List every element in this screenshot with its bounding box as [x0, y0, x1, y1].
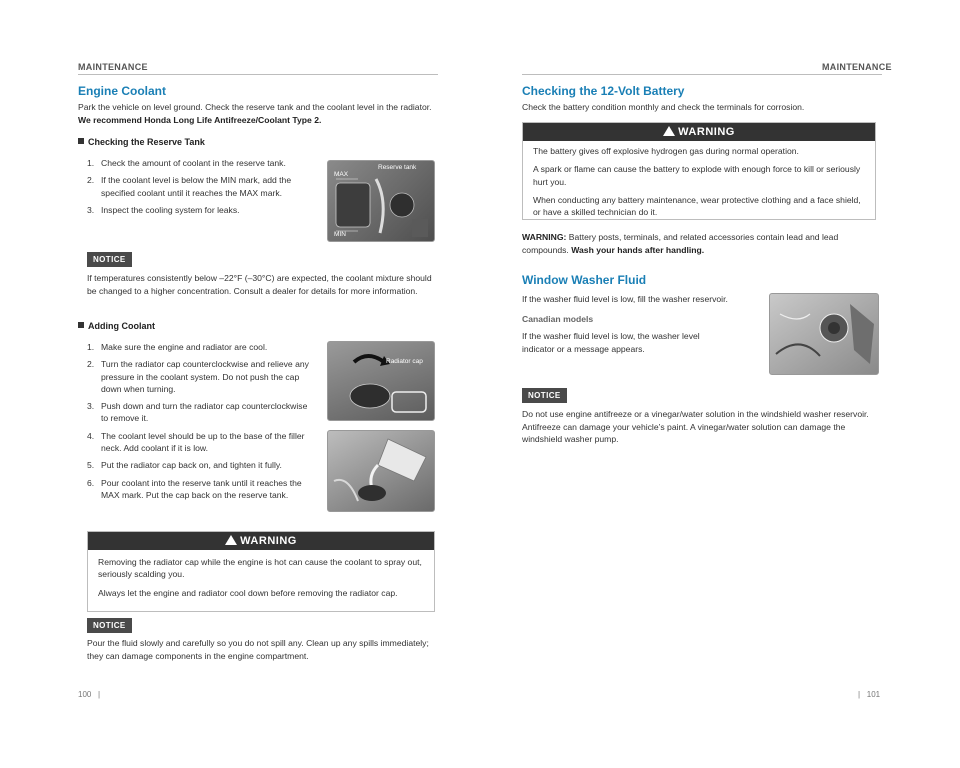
- list-item: 2. If the coolant level is below the MIN mark, add the specified coolant until it reaches the MAX mark.: [87, 175, 292, 198]
- min-mark-callout: MIN: [334, 231, 346, 238]
- radiator-cap-drawing: [328, 342, 434, 420]
- list-item: 3. Push down and turn the radiator cap counterclockwise to remove it.: [87, 401, 308, 424]
- right-running-header: MAINTENANCE: [822, 62, 892, 72]
- warning-triangle-icon: [663, 126, 675, 136]
- notice-washer-text: Do not use engine antifreeze or a vinegar/water solution in the windshield washer reservoir. Antifreeze can damage your vehicle’s paint. A vinegar/water solution can damage the windshield washer pump.: [522, 409, 869, 444]
- pouring-coolant-illustration: [327, 430, 435, 512]
- battery-warning-box: [522, 122, 876, 220]
- list-item: 4. The coolant level should be up to the base of the filler neck. Add coolant if it is low.: [87, 430, 305, 454]
- reserve-tank-illustration: [327, 160, 435, 242]
- left-running-header: MAINTENANCE: [78, 62, 148, 72]
- max-mark-callout: MAX: [334, 171, 349, 178]
- lead-warning-note: WARNING: Battery posts, terminals, and related accessories contain lead and lead compounds. Wash your hands after handling.: [522, 232, 839, 255]
- washer-reservoir-illustration: [769, 293, 879, 375]
- notice-temperature-text: If temperatures consistently below –22°F (–30°C) are expected, the coolant mixture should be changed to a higher concentration. Consult a dealer for details for more information.: [87, 273, 432, 296]
- right-page-number: | 101: [858, 690, 881, 699]
- list-item: 2. Turn the radiator cap counterclockwise and relieve any pressure in the coolant system. Do not push the cap down when turning.: [87, 359, 309, 394]
- left-page-number: 100 |: [78, 690, 101, 699]
- reserve-tank-callout: Reserve tank: [378, 164, 417, 171]
- canadian-models-label: Canadian models: [522, 314, 594, 324]
- washer-indicator-text: If the washer fluid level is low, the washer level indicator or a message appears.: [522, 331, 700, 354]
- notice-spill-text: Pour the fluid slowly and carefully so you do not spill any. Clean up any spills immediately; they can damage components in the engine compartment.: [87, 638, 429, 661]
- engine-coolant-title: Engine Coolant: [78, 84, 166, 98]
- washer-fluid-title: Window Washer Fluid: [522, 273, 647, 287]
- list-item: 1. Make sure the engine and radiator are cool.: [87, 342, 268, 352]
- adding-coolant-heading: Adding Coolant: [78, 321, 155, 331]
- engine-coolant-intro: Park the vehicle on level ground. Check the reserve tank and the coolant level in the radiator. We recommend Honda Long Life Antifreeze/Coolant Type 2.: [78, 102, 432, 125]
- radiator-cap-illustration: [327, 341, 435, 421]
- battery-intro: Check the battery condition monthly and check the terminals for corrosion.: [522, 102, 805, 112]
- pouring-coolant-drawing: [328, 431, 434, 511]
- list-item: 1. Check the amount of coolant in the reserve tank.: [87, 158, 286, 168]
- list-item: 5. Put the radiator cap back on, and tighten it fully.: [87, 460, 282, 471]
- warning-triangle-icon: [225, 535, 237, 545]
- bullet-square-icon: [78, 138, 84, 144]
- warning-text: When conducting any battery maintenance, wear protective clothing and a face shield, or have a skilled technician do it.: [533, 194, 861, 218]
- warning-text: Removing the radiator cap while the engine is hot can cause the coolant to spray out, seriously scalding you.: [98, 557, 422, 580]
- warning-text: Always let the engine and radiator cool down before removing the radiator cap.: [98, 587, 398, 598]
- warning-text: The battery gives off explosive hydrogen gas during normal operation.: [533, 146, 799, 156]
- list-item: 3. Inspect the cooling system for leaks.: [87, 204, 240, 215]
- coolant-warning-box: [87, 531, 435, 612]
- notice-badge: NOTICE: [522, 388, 567, 403]
- notice-badge: NOTICE: [87, 252, 132, 267]
- reserve-tank-steps: [87, 157, 312, 221]
- reserve-tank-heading: Checking the Reserve Tank: [78, 137, 205, 147]
- radiator-cap-callout: Radiator cap: [386, 358, 423, 365]
- right-header-rule: [522, 74, 882, 75]
- washer-reservoir-drawing: [770, 294, 878, 374]
- warning-text: A spark or flame can cause the battery to explode with enough force to kill or seriously hurt you.: [533, 164, 861, 187]
- list-item: 6. Pour coolant into the reserve tank until it reaches the MAX mark. Put the cap back on the reserve tank.: [87, 477, 302, 500]
- battery-title: Checking the 12-Volt Battery: [522, 84, 685, 98]
- warning-banner: WARNING: [88, 532, 434, 550]
- left-header-rule: [78, 74, 438, 75]
- bullet-square-icon: [78, 322, 84, 328]
- washer-fluid-text: If the washer fluid level is low, fill the washer reservoir.: [522, 294, 728, 304]
- warning-banner: WARNING: [523, 123, 875, 141]
- adding-coolant-steps: [87, 341, 315, 506]
- notice-badge: NOTICE: [87, 618, 132, 633]
